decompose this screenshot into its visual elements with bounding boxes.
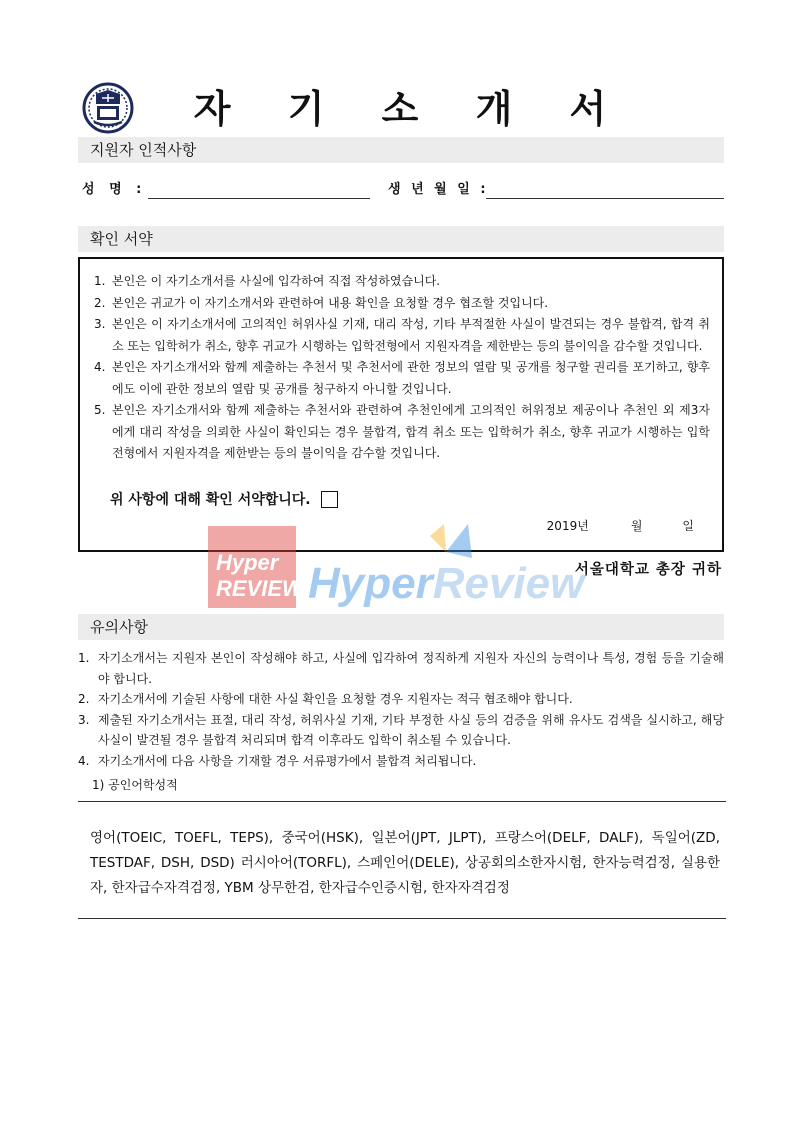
list-item bbox=[94, 271, 710, 293]
list-item bbox=[94, 314, 710, 357]
list-number: 2. bbox=[94, 295, 106, 310]
language-tests-text: 영어(TOEIC, TOEFL, TEPS), 중국어(HSK), 일본어(JPT, JLPT), 프랑스어(DELF, DALF), 독일어(ZD, TESTDAF, DSH, DSD) 러시아어(TORFL), 스페인어(DELE), 상공회의소한자시험, 한자능력검정, 실용한자, 한자급수자격검정, YBM 상무한검, 한자급수인증시험, 한자자격검정 bbox=[90, 830, 720, 896]
date-day: 일 bbox=[682, 519, 694, 533]
divider-top bbox=[78, 801, 726, 802]
section-heading-notice: 유의사항 bbox=[78, 614, 724, 640]
list-item bbox=[94, 400, 710, 465]
list-number: 4. bbox=[78, 753, 90, 768]
list-text: 본인은 자기소개서와 함께 제출하는 추천서 및 추천서에 관한 정보의 열람 및 공개를 청구할 권리를 포기하고, 향후에도 이에 관한 정보의 열람 및 공개를 청구하지 아니할 것입니다. bbox=[112, 360, 710, 396]
list-number: 4. bbox=[94, 360, 106, 374]
list-text: 본인은 이 자기소개서를 사실에 입각하여 직접 작성하였습니다. bbox=[112, 274, 441, 288]
watermark-badge-line1: Hyper bbox=[216, 550, 279, 575]
list-item bbox=[78, 648, 724, 689]
watermark-wordmark-hyper: Hyper bbox=[308, 559, 433, 608]
birth-date-field[interactable] bbox=[486, 198, 724, 199]
list-item bbox=[78, 689, 724, 710]
hyperreview-watermark bbox=[208, 522, 588, 612]
section-heading-applicant: 지원자 인적사항 bbox=[78, 137, 724, 163]
name-field[interactable] bbox=[148, 198, 370, 199]
list-number: 2. bbox=[78, 692, 90, 706]
watermark-wordmark-review: Review bbox=[432, 559, 585, 608]
pledge-text: 위 사항에 대해 확인 서약합니다. bbox=[110, 492, 311, 508]
confirm-list bbox=[94, 271, 710, 465]
divider-bottom bbox=[78, 918, 726, 919]
list-text: 자기소개서는 지원자 본인이 작성해야 하고, 사실에 입각하여 정직하게 지원자 자신의 능력이나 특성, 경험 등을 기술해야 합니다. bbox=[98, 651, 724, 686]
list-text: 제출된 자기소개서는 표절, 대리 작성, 허위사실 기재, 기타 부정한 사실 등의 검증을 위해 유사도 검색을 실시하고, 해당 사실이 발견될 경우 불합격 처리되며 합격 이후라도 입학이 취소될 수 있습니다. bbox=[98, 712, 724, 747]
list-number: 1. bbox=[94, 274, 106, 288]
addressee: 서울대학교 총장 귀하 bbox=[574, 562, 722, 578]
list-number: 5. bbox=[94, 403, 106, 417]
sub-heading-language-scores: 1) 공인어학성적 bbox=[92, 778, 178, 792]
list-text: 본인은 이 자기소개서에 고의적인 허위사실 기재, 대리 작성, 기타 부적절한 사실이 발견되는 경우 불합격, 합격 취소 또는 입학허가 취소, 향후 귀교가 시행하는 입학전형에서 지원자격을 제한받는 등의 불이익을 감수할 것입니다. bbox=[112, 317, 710, 353]
list-number: 3. bbox=[78, 712, 90, 727]
notice-list bbox=[78, 648, 724, 771]
list-item bbox=[94, 357, 710, 400]
pledge-statement bbox=[110, 489, 338, 509]
list-text: 자기소개서에 다음 사항을 기재할 경우 서류평가에서 불합격 처리됩니다. bbox=[98, 753, 477, 768]
list-item bbox=[94, 293, 710, 315]
confirm-pledge-box bbox=[78, 257, 724, 552]
section-heading-confirm: 확인 서약 bbox=[78, 226, 724, 252]
list-item bbox=[78, 710, 724, 751]
list-text: 본인은 귀교가 이 자기소개서와 관련하여 내용 확인을 요청할 경우 협조할 것입니다. bbox=[112, 295, 549, 310]
name-label: 성 명 : bbox=[82, 182, 147, 197]
date-month: 월 bbox=[630, 519, 643, 533]
watermark-badge-line2: REVIEW bbox=[216, 576, 303, 601]
list-number: 3. bbox=[94, 317, 106, 331]
date-year: 2019년 bbox=[546, 519, 589, 533]
list-text: 본인은 자기소개서와 함께 제출하는 추천서와 관련하여 추천인에게 고의적인 허위정보 제공이나 추천인 외 제3자에게 대리 작성을 의뢰한 사실이 확인되는 경우 불합격, 합격 취소 또는 입학허가 취소, 향후 귀교가 시행하는 입학전형에서 지원자격을 제한받는 등의 불이익을 감수할 것입니다. bbox=[112, 403, 710, 460]
list-item bbox=[78, 751, 724, 772]
list-number: 1. bbox=[78, 651, 90, 665]
list-text: 자기소개서에 기술된 사항에 대한 사실 확인을 요청할 경우 지원자는 적극 협조해야 합니다. bbox=[98, 692, 573, 706]
pledge-checkbox[interactable] bbox=[321, 491, 338, 508]
svg-text:HyperReview bbox=[308, 559, 587, 608]
document-title: 자 기 소 개 서 bbox=[193, 87, 629, 131]
birth-date-label: 생 년 월 일 : bbox=[388, 182, 489, 197]
